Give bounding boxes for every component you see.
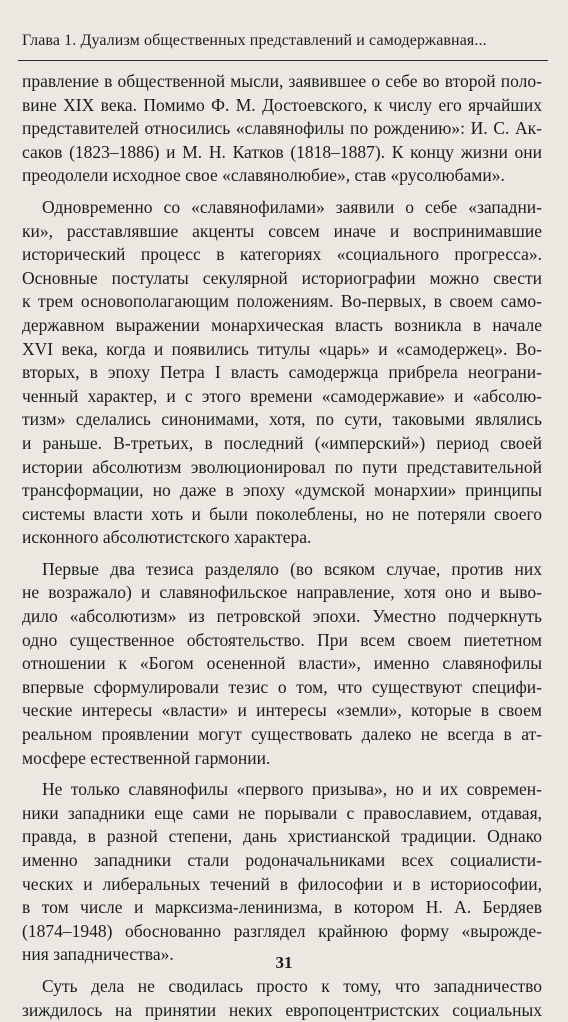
text-line: саков (1823–1886) и М. Н. Катков (1818–1887). К концу жизни они — [22, 141, 542, 162]
paragraph — [22, 778, 542, 967]
text-line: именно западники стали родоначальниками всех социалисти- — [22, 850, 542, 870]
text-line: исконного абсолютистского характера. — [22, 527, 312, 548]
text-line: в том числе и марксизма-ленинизма, в котором Н. А. Бердяев — [22, 897, 542, 918]
text-line: вине XIX века. Помимо Ф. М. Достоевского, к числу его ярчайших — [22, 94, 542, 115]
text-line: ники западники еще сами не порывали с православием, отдавая, — [22, 802, 542, 823]
text-line: ческие интересы «власти» и интересы «земли», которые в своем — [22, 700, 542, 721]
text-line: и раньше. В-третьих, в последний («имперский») период своей — [22, 432, 542, 453]
text-line: вторых, в эпоху Петра I власть самодержца прибрела неограни- — [22, 362, 542, 383]
text-line: не возражало) и славянофильское направление, хотя оно и выво- — [22, 582, 542, 603]
text-line: представителей относились «славянофилы по рождению»: И. С. Ак- — [22, 118, 542, 139]
text-line: зиждилось на принятии неких европоцентристских социальных — [22, 999, 542, 1020]
text-line: Первые два тезиса разделяло (во всяком случае, против них — [42, 558, 542, 579]
text-line: ческих и либеральных течений в философии и в историософии, — [22, 873, 542, 894]
text-line: XVI века, когда и появились титулы «царь» и «самодержец». Во- — [22, 338, 542, 359]
text-line: Одновременно со «славянофилами» заявили о себе «западни- — [42, 196, 542, 217]
text-line: тизм» сделались синонимами, хотя, по сути, таковыми являлись — [22, 409, 542, 430]
text-line: одно существенное обстоятельство. При всем своем пиететном — [22, 629, 542, 650]
paragraph — [22, 558, 542, 770]
running-header: Глава 1. Дуализм общественных представлений и самодержавная... — [22, 32, 487, 49]
paragraph-gap — [22, 770, 542, 778]
text-line: (1874–1948) обоснованно разглядел крайнюю форму «вырожде- — [22, 920, 542, 941]
text-line: ченный характер, и с этого времени «самодержавие» и «абсолю- — [22, 385, 542, 406]
text-line: реальном проявлении могут существовать далеко не всегда в ат- — [22, 724, 542, 745]
text-line: к трем основополагающим положениям. Во-первых, в своем само- — [22, 291, 542, 312]
text-line: отношении к «Богом осененной власти», именно славянофилы — [22, 653, 542, 674]
text-line: трансформации, но даже в эпоху «думской монархии» принципы — [22, 480, 542, 501]
text-line: правда, в разной степени, дань христианской традиции. Однако — [22, 826, 542, 847]
text-line: впервые сформулировали тезис о том, что существуют специфи- — [22, 676, 542, 697]
paragraph-gap — [22, 550, 542, 558]
text-line: истории абсолютизм эволюционировал по пути представительной — [22, 456, 542, 477]
text-line: Суть дела не сводилась просто к тому, что западничество — [42, 975, 542, 996]
text-line: мосфере естественной гармонии. — [22, 747, 271, 768]
text-line: Основные постулаты секулярной историографии можно свести — [22, 267, 542, 288]
text-line: преодолели исходное свое «славянолюбие», став «русолюбами». — [22, 165, 505, 186]
text-line: ния западничества». — [22, 944, 174, 965]
paragraph-gap — [22, 188, 542, 196]
text-line: державном выражении монархическая власть возникла в начале — [22, 314, 542, 335]
text-line: ки», расставлявшие акценты совсем иначе и воспринимавшие — [22, 220, 542, 241]
text-line: правление в общественной мысли, заявившее о себе во второй поло- — [22, 71, 542, 91]
header-divider — [18, 60, 548, 61]
text-line: дило «абсолютизм» из петровской эпохи. Уместно подчеркнуть — [22, 606, 542, 627]
text-line: системы власти хоть и были поколеблены, но не потеряли своего — [22, 503, 542, 524]
paragraph — [22, 975, 542, 1022]
paragraph — [22, 196, 542, 550]
text-line: Не только славянофилы «первого призыва», но и их современ- — [42, 779, 542, 800]
body-text — [22, 70, 542, 1020]
text-line: исторический процесс в категориях «социального прогресса». — [22, 244, 542, 265]
page-number: 31 — [275, 953, 293, 972]
paragraph — [22, 70, 542, 188]
